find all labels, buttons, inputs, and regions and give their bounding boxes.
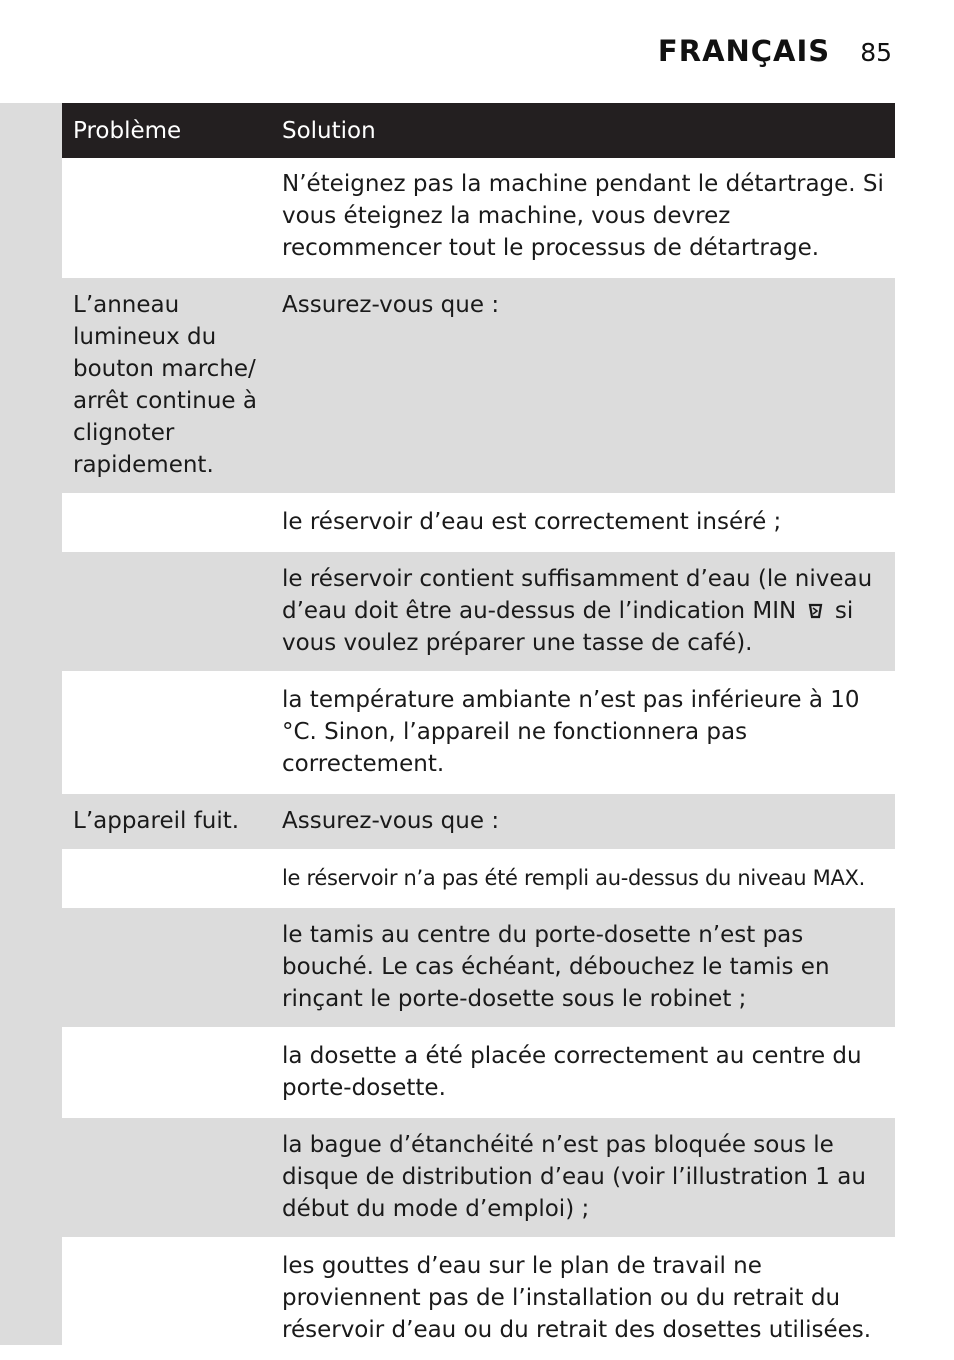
page-number: 85 bbox=[860, 38, 892, 67]
problem-cell bbox=[62, 506, 271, 538]
problem-cell bbox=[62, 1040, 271, 1104]
table-row bbox=[62, 552, 895, 673]
solution-cell: la bague d’étanchéité n’est pas bloquée sous le disque de distribution d’eau (voir l’illustration 1 au début du mode d’emploi) ; bbox=[282, 1132, 866, 1222]
table-row bbox=[62, 158, 895, 278]
problem-cell bbox=[62, 862, 271, 894]
table-row bbox=[62, 1118, 895, 1239]
problem-cell: L’appareil fuit. bbox=[73, 808, 240, 834]
solution-cell: Assurez-vous que : bbox=[282, 292, 500, 318]
solution-text-part-a: le réservoir contient suffisamment d’eau (le niveau d’eau doit être au-dessus de l’indication MIN bbox=[282, 566, 873, 624]
table-row bbox=[62, 794, 895, 851]
problem-cell bbox=[62, 168, 271, 264]
problem-cell bbox=[62, 919, 271, 1015]
solution-cell: la dosette a été placée correctement au centre du porte-dosette. bbox=[282, 1043, 862, 1101]
solution-cell: le réservoir n’a pas été rempli au-dessus du niveau MAX. bbox=[282, 866, 865, 890]
solution-cell bbox=[271, 563, 895, 659]
problem-cell bbox=[62, 684, 271, 780]
solution-cell: Assurez-vous que : bbox=[282, 808, 500, 834]
table-header bbox=[62, 103, 895, 158]
language-title: FRANÇAIS bbox=[657, 34, 831, 68]
table-row bbox=[62, 495, 895, 552]
solution-cell: la température ambiante n’est pas inférieure à 10 °C. Sinon, l’appareil ne fonctionnera pas correctement. bbox=[282, 687, 860, 777]
troubleshooting-table bbox=[62, 103, 895, 1360]
header-problem: Problème bbox=[73, 117, 182, 144]
table-row bbox=[62, 673, 895, 794]
cup-icon bbox=[808, 602, 824, 620]
table-row bbox=[62, 1239, 895, 1360]
problem-cell bbox=[62, 1250, 271, 1346]
solution-cell: le réservoir d’eau est correctement inséré ; bbox=[282, 509, 782, 535]
table-row bbox=[62, 278, 895, 495]
solution-text-part-b: si vous voulez préparer une tasse de café). bbox=[282, 598, 854, 656]
problem-cell bbox=[62, 563, 271, 659]
table-row bbox=[62, 851, 895, 908]
table-row bbox=[62, 1029, 895, 1118]
solution-cell: les gouttes d’eau sur le plan de travail ne proviennent pas de l’installation ou du retrait du réservoir d’eau ou du retrait des dosettes utilisées. bbox=[282, 1253, 872, 1343]
solution-cell: N’éteignez pas la machine pendant le détartrage. Si vous éteignez la machine, vous devrez recommencer tout le processus de détartrage. bbox=[282, 171, 884, 261]
problem-cell bbox=[62, 1129, 271, 1225]
table-row bbox=[62, 908, 895, 1029]
solution-cell: le tamis au centre du porte-dosette n’est pas bouché. Le cas échéant, débouchez le tamis en rinçant le porte-dosette sous le robinet ; bbox=[282, 922, 830, 1012]
header-solution: Solution bbox=[282, 117, 376, 144]
page-header bbox=[658, 34, 892, 68]
problem-cell: L’anneau lumineux du bouton marche/ arrêt continue à clignoter rapidement. bbox=[73, 292, 257, 478]
